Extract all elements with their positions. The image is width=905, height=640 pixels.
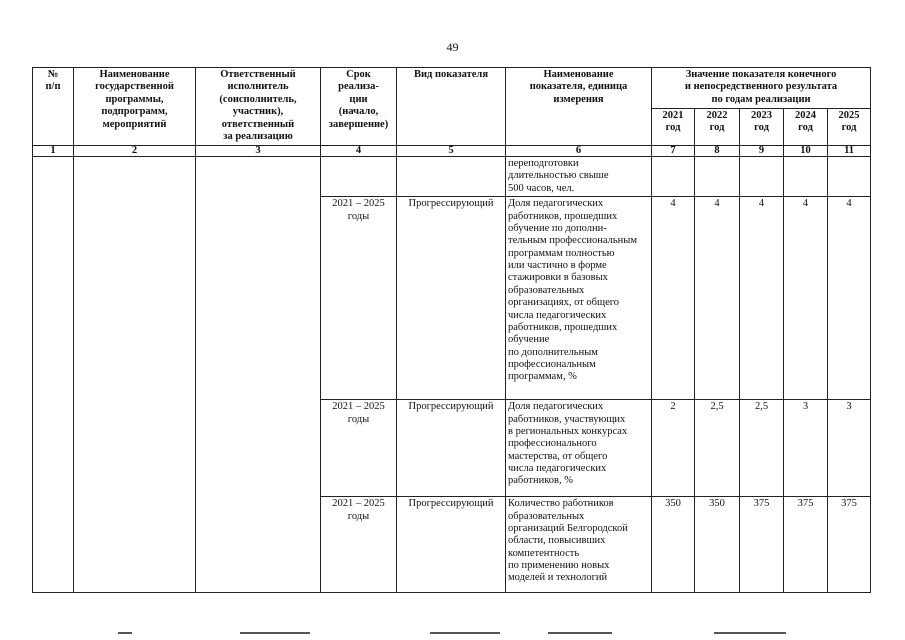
header-indicator-name — [506, 68, 652, 146]
cell-type — [397, 157, 506, 197]
header-program — [74, 68, 196, 146]
cell-value: 350 — [652, 497, 695, 593]
header-values-group — [652, 68, 871, 109]
cell-value: 350 — [695, 497, 740, 593]
column-number: 2 — [74, 146, 196, 157]
header-year-text: 2024 год — [795, 110, 816, 134]
header-num — [33, 68, 74, 146]
cell-value: 375 — [784, 497, 828, 593]
cell-value: 4 — [652, 197, 695, 400]
header-term — [321, 68, 397, 146]
header-num-text: № п/п — [45, 69, 61, 93]
header-program-text: Наименование государственной программы, подпрограмм, мероприятий — [95, 69, 174, 130]
cell-value — [828, 157, 871, 197]
cell-executor — [196, 157, 321, 593]
cell-type: Прогрессирующий — [397, 197, 506, 400]
cell-value: 2,5 — [695, 400, 740, 497]
cell-value — [652, 157, 695, 197]
column-number: 11 — [828, 146, 871, 157]
column-number: 1 — [33, 146, 74, 157]
column-number: 4 — [321, 146, 397, 157]
scan-mark — [430, 632, 500, 634]
cell-value: 4 — [740, 197, 784, 400]
scan-artifacts — [0, 632, 905, 636]
cell-indicator-name: Доля педагогических работников, участвующих в региональных конкурсах профессионального мастерства, от общего числа педагогических работников, % — [506, 400, 652, 497]
cell-term — [321, 157, 397, 197]
cell-value: 4 — [828, 197, 871, 400]
cell-type: Прогрессирующий — [397, 400, 506, 497]
header-indicator-type — [397, 68, 506, 146]
cell-type: Прогрессирующий — [397, 497, 506, 593]
header-year-2025 — [828, 109, 871, 146]
cell-value: 3 — [828, 400, 871, 497]
header-year-text: 2021 год — [662, 110, 684, 134]
cell-value — [784, 157, 828, 197]
cell-term: 2021 – 2025 годы — [321, 400, 397, 497]
column-number: 5 — [397, 146, 506, 157]
header-term-text: Срок реализа- ции (начало, завершение) — [328, 69, 389, 130]
cell-value — [695, 157, 740, 197]
header-year-text: 2025 год — [838, 110, 860, 134]
scan-mark — [240, 632, 310, 634]
header-year-text: 2022 год — [706, 110, 728, 134]
indicators-table — [32, 67, 871, 593]
page-number: 49 — [446, 40, 459, 54]
header-year-text: 2023 год — [751, 110, 772, 134]
header-year-2023 — [740, 109, 784, 146]
cell-value: 4 — [695, 197, 740, 400]
header-indicator-type-text: Вид показателя — [413, 69, 489, 80]
cell-value: 2 — [652, 400, 695, 497]
column-number: 6 — [506, 146, 652, 157]
column-number: 9 — [740, 146, 784, 157]
cell-value: 375 — [740, 497, 784, 593]
header-indicator-name-text: Наименование показателя, единица измерения — [529, 69, 628, 105]
column-number: 8 — [695, 146, 740, 157]
scan-mark — [714, 632, 786, 634]
column-number: 7 — [652, 146, 695, 157]
scan-mark — [548, 632, 612, 634]
cell-value: 4 — [784, 197, 828, 400]
cell-value: 2,5 — [740, 400, 784, 497]
header-values-group-text: Значение показателя конечного и непосредственного результата по годам реализации — [684, 69, 838, 105]
cell-num — [33, 157, 74, 593]
cell-value: 3 — [784, 400, 828, 497]
header-year-2024 — [784, 109, 828, 146]
cell-value: 375 — [828, 497, 871, 593]
header-year-2022 — [695, 109, 740, 146]
scan-mark — [118, 632, 132, 634]
cell-term: 2021 – 2025 годы — [321, 197, 397, 400]
header-executor-text: Ответственный исполнитель (соисполнитель, участник), ответственный за реализацию — [219, 69, 297, 142]
cell-indicator-name: Количество работников образовательных организаций Белгородской области, повысивших компетентность по применению новых моделей и технологий — [506, 497, 652, 593]
cell-term: 2021 – 2025 годы — [321, 497, 397, 593]
header-executor — [196, 68, 321, 146]
table-row — [33, 157, 871, 197]
column-number: 10 — [784, 146, 828, 157]
cell-program — [74, 157, 196, 593]
cell-indicator-name: переподготовки длительностью свыше 500 часов, чел. — [506, 157, 652, 197]
cell-value — [740, 157, 784, 197]
header-year-2021 — [652, 109, 695, 146]
column-number: 3 — [196, 146, 321, 157]
cell-indicator-name: Доля педагогических работников, прошедших обучение по дополни- тельным профессиональным программам полностью или частично в форме стажировки в базовых образовательных организациях, от общего числа педагогических работников, прошедших обучение по дополнительным профессиональным программам, % — [506, 197, 652, 400]
